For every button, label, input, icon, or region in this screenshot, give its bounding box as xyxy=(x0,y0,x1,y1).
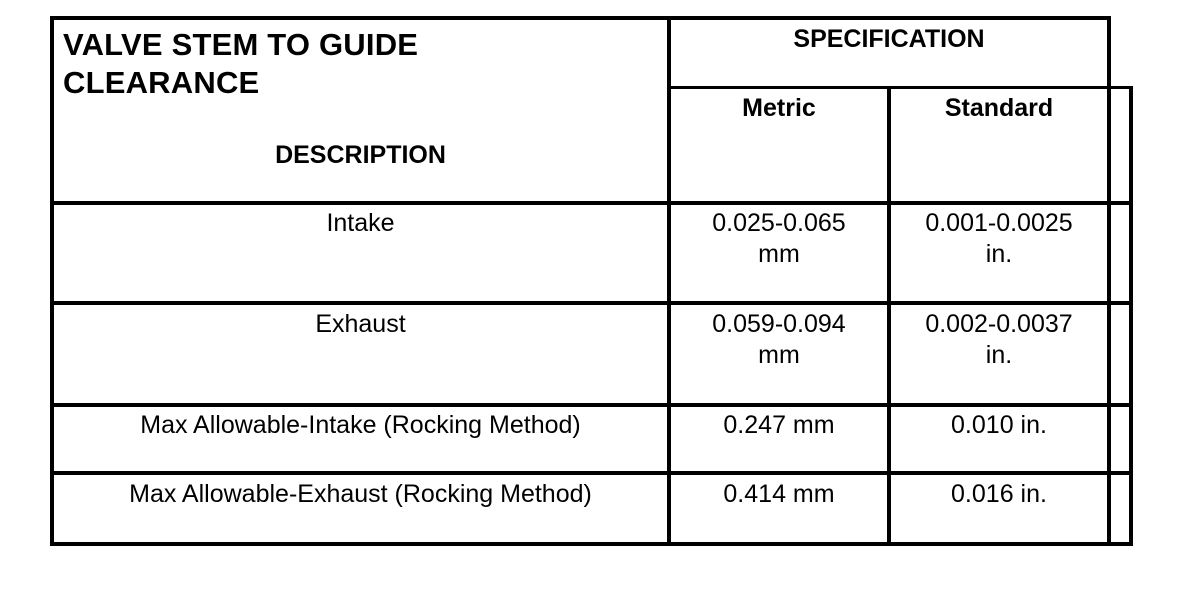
row-standard-value xyxy=(891,208,1107,270)
row-metric-line1: 0.025-0.065 xyxy=(712,209,846,237)
table-title-line1: VALVE STEM TO GUIDE xyxy=(63,27,419,62)
row-standard-line2: in. xyxy=(985,240,1013,268)
row-metric-value: 0.414 mm xyxy=(723,480,835,508)
row-standard-value: 0.010 in. xyxy=(951,411,1047,439)
row-standard-line1: 0.001-0.0025 xyxy=(925,209,1073,237)
row-metric-value xyxy=(671,309,887,371)
table-title xyxy=(63,26,418,102)
row-metric-line2: mm xyxy=(758,341,800,369)
row-standard-line2: in. xyxy=(985,341,1013,369)
row-metric-value: 0.247 mm xyxy=(723,411,835,439)
description-header: DESCRIPTION xyxy=(275,141,446,169)
header-row-divider xyxy=(50,201,1133,205)
row-standard-value xyxy=(891,309,1107,371)
standard-header: Standard xyxy=(944,94,1054,122)
row-standard-value: 0.016 in. xyxy=(951,480,1047,508)
row-divider-1 xyxy=(50,301,1133,305)
row-description: Intake xyxy=(326,209,395,237)
table-border-top xyxy=(50,16,1111,20)
table-border-left xyxy=(50,16,54,546)
row-standard-line1: 0.002-0.0037 xyxy=(925,310,1073,338)
row-metric-value xyxy=(671,208,887,270)
row-metric-line1: 0.059-0.094 xyxy=(712,310,846,338)
table-border-right-inner xyxy=(1107,16,1111,546)
row-metric-line2: mm xyxy=(758,240,800,268)
row-description: Max Allowable-Exhaust (Rocking Method) xyxy=(129,480,592,508)
table-border-right-outer xyxy=(1129,86,1133,546)
metric-header: Metric xyxy=(742,94,816,122)
specification-header: SPECIFICATION xyxy=(793,25,985,53)
row-divider-3 xyxy=(50,471,1133,475)
row-description: Exhaust xyxy=(315,310,406,338)
table-border-bottom xyxy=(50,542,1133,546)
row-divider-2 xyxy=(50,403,1133,407)
specification-header-divider xyxy=(669,86,1133,89)
table-title-line2: CLEARANCE xyxy=(63,65,260,100)
row-description: Max Allowable-Intake (Rocking Method) xyxy=(140,411,581,439)
